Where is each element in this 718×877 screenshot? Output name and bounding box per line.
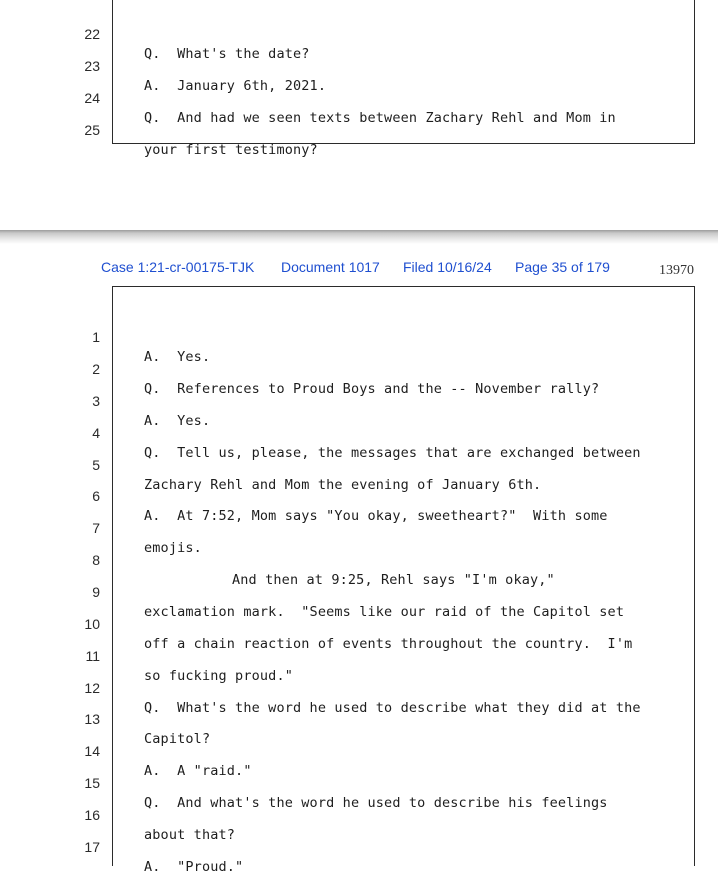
line-number: 3 — [92, 393, 100, 409]
line-text: A. At 7:52, Mom says "You okay, sweetheart?" With some — [144, 508, 608, 524]
line-number: 8 — [92, 552, 100, 568]
line-number: 6 — [92, 488, 100, 504]
line-text: Q. References to Proud Boys and the -- November rally? — [144, 381, 600, 397]
transcript-line — [0, 626, 718, 684]
line-number: 1 — [92, 329, 100, 345]
line-text: Q. What's the word he used to describe what they did at the — [144, 700, 641, 716]
line-number: 23 — [84, 58, 100, 74]
transcript-line — [0, 689, 718, 747]
transcript-line — [0, 562, 718, 620]
case-number: Case 1:21-cr-00175-TJK — [101, 259, 255, 275]
line-text: off a chain reaction of events throughout the country. I'm — [144, 636, 633, 652]
line-text: Q. And what's the word he used to describe his feelings — [144, 795, 608, 811]
line-text: about that? — [144, 827, 236, 843]
line-number: 11 — [85, 648, 100, 664]
line-text: Capitol? — [144, 731, 211, 747]
line-number: 24 — [84, 90, 100, 106]
line-text: so fucking proud." — [144, 668, 293, 684]
document-number: Document 1017 — [281, 259, 380, 275]
previous-page — [0, 0, 718, 230]
line-text: A. Yes. — [144, 413, 211, 429]
transcript-line — [0, 785, 718, 843]
line-text: Q. Tell us, please, the messages that are exchanged between — [144, 445, 641, 461]
line-text: A. "Proud." — [144, 859, 244, 875]
transcript-line — [0, 530, 718, 588]
transcript-line — [0, 498, 718, 556]
line-number: 10 — [84, 616, 100, 632]
line-number: 25 — [84, 122, 100, 138]
line-number: 13 — [84, 711, 100, 727]
line-text: And then at 9:25, Rehl says "I'm okay," — [232, 572, 555, 588]
transcript-line — [0, 339, 718, 397]
transcript-line — [0, 594, 718, 652]
document-header — [0, 258, 718, 278]
line-text: A. January 6th, 2021. — [144, 78, 327, 94]
page-break-divider — [0, 230, 718, 244]
transcript-line — [0, 466, 718, 524]
transcript-line — [0, 100, 718, 158]
transcript-line — [0, 721, 718, 779]
line-number: 14 — [84, 743, 100, 759]
line-number: 15 — [84, 775, 100, 791]
transcript-line — [0, 403, 718, 461]
transcript-line — [0, 371, 718, 429]
transcript-line — [0, 307, 718, 365]
line-number: 2 — [92, 361, 100, 377]
line-number: 12 — [84, 680, 100, 696]
line-number: 17 — [84, 839, 100, 855]
line-text: Q. What's the date? — [144, 46, 310, 62]
filed-date: Filed 10/16/24 — [403, 259, 492, 275]
line-text: Q. And had we seen texts between Zachary Rehl and Mom in — [144, 110, 616, 126]
line-number: 9 — [92, 584, 100, 600]
line-text: A. Yes. — [144, 349, 211, 365]
transcript-line — [0, 68, 718, 126]
line-number: 16 — [84, 807, 100, 823]
line-text: Zachary Rehl and Mom the evening of January 6th. — [144, 477, 542, 493]
transcript-line — [0, 435, 718, 493]
transcript-line — [0, 658, 718, 716]
transcript-line — [0, 753, 718, 811]
line-number: 5 — [92, 457, 100, 473]
transcript-line — [0, 36, 718, 94]
line-text: exclamation mark. "Seems like our raid of the Capitol set — [144, 604, 625, 620]
line-text: emojis. — [144, 540, 202, 556]
page-id: 13970 — [659, 263, 694, 278]
transcript-line — [0, 4, 718, 62]
transcript-line — [0, 817, 718, 875]
line-number: 4 — [92, 425, 100, 441]
page-number: Page 35 of 179 — [515, 259, 610, 275]
line-text: your first testimony? — [144, 142, 318, 158]
line-text: A. A "raid." — [144, 763, 252, 779]
line-number: 7 — [92, 520, 100, 536]
line-number: 22 — [84, 26, 100, 42]
